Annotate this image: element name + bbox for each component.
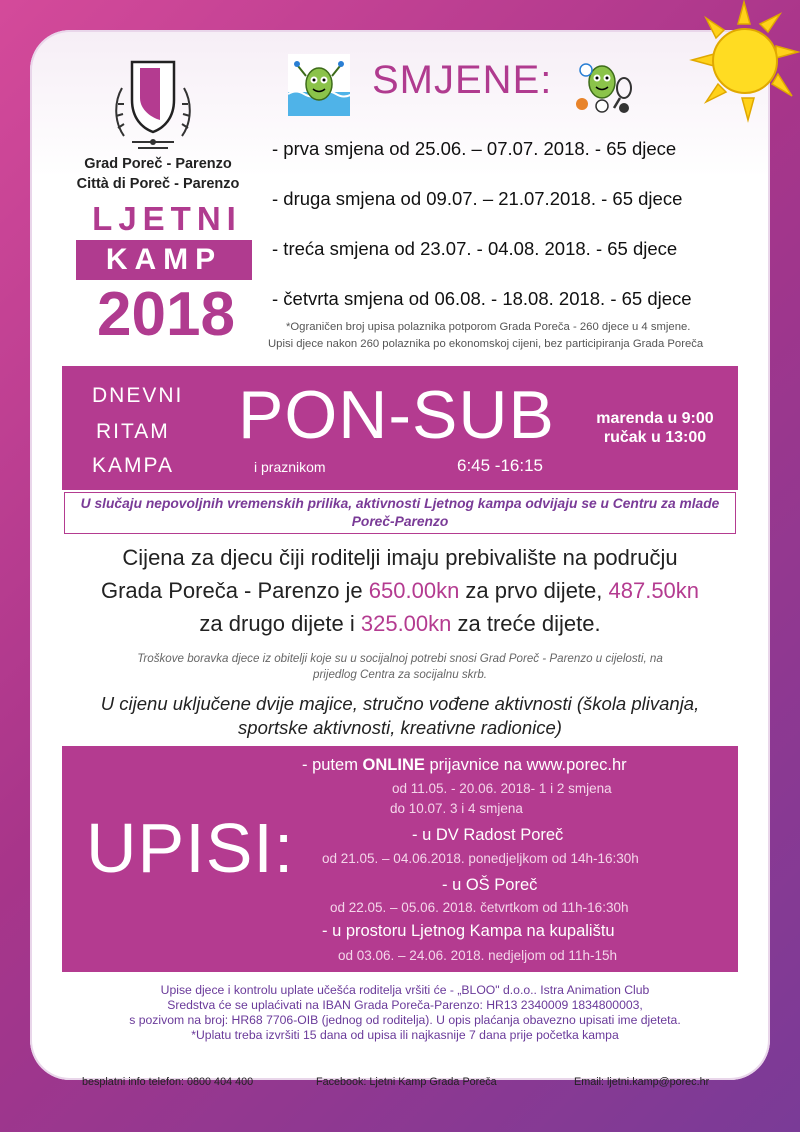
schedule-label-2: RITAM: [96, 420, 170, 443]
title-kamp: KAMP: [76, 240, 252, 280]
footer-email[interactable]: Email: ljetni.kamp@porec.hr: [574, 1076, 710, 1088]
enrollment-online: - putem ONLINE prijavnice na www.porec.hr: [302, 756, 627, 774]
price-line-1: Cijena za djecu čiji roditelji imaju prebivalište na području: [122, 545, 678, 570]
included-items: U cijenu uključene dvije majice, stručno vođene aktivnosti (škola plivanja, sportske aktivnosti, kreativne radionice): [100, 693, 700, 738]
enrollment-camp-date: od 03.06. – 24.06. 2018. nedjeljom od 11h-15h: [338, 948, 617, 963]
payment-info: Upise djece i kontrolu uplate učešća roditelja vršiti će - „BLOO" d.o.o.. Istra Animation Club Sredstva će se uplaćivati na IBAN Grada Poreča-Parenzo: HR13 2340009 1834800003, s pozivom na broj: HR68 7706-OIB (jednog od roditelja). U opis plaćanja obavezno upisati ime djeteta. *Uplatu treba izvršiti 15 dana od upisa ili najkasnije 7 dana prije početka kampa: [129, 983, 681, 1042]
schedule-meal-1: marenda u 9:00: [596, 410, 714, 427]
shifts-note-1: *Ograničen broj upisa polaznika potporom Grada Poreča - 260 djece u 4 smjene.: [286, 321, 691, 333]
schedule-meal-2: ručak u 13:00: [603, 429, 707, 446]
enrollment-title: UPISI:: [86, 809, 295, 887]
city-name-italian: Città di Poreč - Parenzo: [76, 176, 240, 192]
price-line-3: za drugo dijete i 325.00kn za treće dijete.: [199, 611, 601, 636]
price-line-2: Grada Poreča - Parenzo je 650.00kn za prvo dijete, 487.50kn: [100, 578, 700, 603]
title-year: 2018: [97, 280, 235, 349]
schedule-hours: 6:45 -16:15: [456, 456, 543, 475]
schedule-label-1: DNEVNI: [92, 384, 184, 407]
price-text: [60, 544, 740, 638]
schedule-days: PON-SUB: [238, 377, 555, 453]
social-note: Troškove boravka djece iz obitelji koje su u socijalnoj potrebi snosi Grad Poreč - Parenzo u cijelosti, na prijedlog Centra za socijalnu skrb.: [137, 652, 663, 681]
schedule-holidays: i praznikom: [254, 459, 326, 475]
shift-item-1: - prva smjena od 25.06. – 07.07. 2018. - 65 djece: [272, 138, 677, 159]
shift-item-2: - druga smjena od 09.07. – 21.07.2018. - 65 djece: [272, 188, 683, 209]
enrollment-camp: - u prostoru Ljetnog Kampa na kupalištu: [322, 922, 615, 940]
shifts-note-2: Upisi djece nakon 260 polaznika po ekonomskoj cijeni, bez participiranja Grada Poreča: [268, 338, 704, 350]
enrollment-online-date-1: od 11.05. - 20.06. 2018- 1 i 2 smjena: [392, 781, 612, 796]
title-ljetni: LJETNI: [92, 200, 242, 237]
enrollment-dv: - u DV Radost Poreč: [412, 826, 564, 844]
sun-icon: [688, 0, 800, 132]
enrollment-os: - u OŠ Poreč: [442, 876, 538, 894]
shifts-heading: SMJENE:: [372, 58, 553, 102]
schedule-label-3: KAMPA: [92, 454, 174, 477]
shift-item-4: - četvrta smjena od 06.08. - 18.08. 2018. - 65 djece: [272, 288, 692, 309]
second-child-price: 487.50kn: [608, 578, 700, 603]
footer-phone: besplatni info telefon: 0800 404 400: [82, 1076, 254, 1088]
sports-mascot-icon: [572, 54, 636, 116]
enrollment-online-date-2: do 10.07. 3 i 4 smjena: [390, 801, 523, 816]
swimming-mascot-icon: [288, 54, 350, 116]
third-child-price: 325.00kn: [360, 611, 452, 636]
city-crest-icon: [110, 58, 196, 154]
first-child-price: 650.00kn: [368, 578, 460, 603]
enrollment-os-date: od 22.05. – 05.06. 2018. četvrtkom od 11h-16:30h: [330, 900, 629, 915]
shift-item-3: - treća smjena od 23.07. - 04.08. 2018. - 65 djece: [272, 238, 678, 259]
footer-facebook[interactable]: Facebook: Ljetni Kamp Grada Poreča: [316, 1076, 497, 1088]
enrollment-dv-date: od 21.05. – 04.06.2018. ponedjeljkom od 14h-16:30h: [322, 851, 639, 866]
city-name-croatian: Grad Poreč - Parenzo: [84, 156, 232, 172]
weather-note: U slučaju nepovoljnih vremenskih prilika, aktivnosti Ljetnog kampa odvijaju se u Centru za mlade Poreč-Parenzo: [80, 496, 720, 529]
